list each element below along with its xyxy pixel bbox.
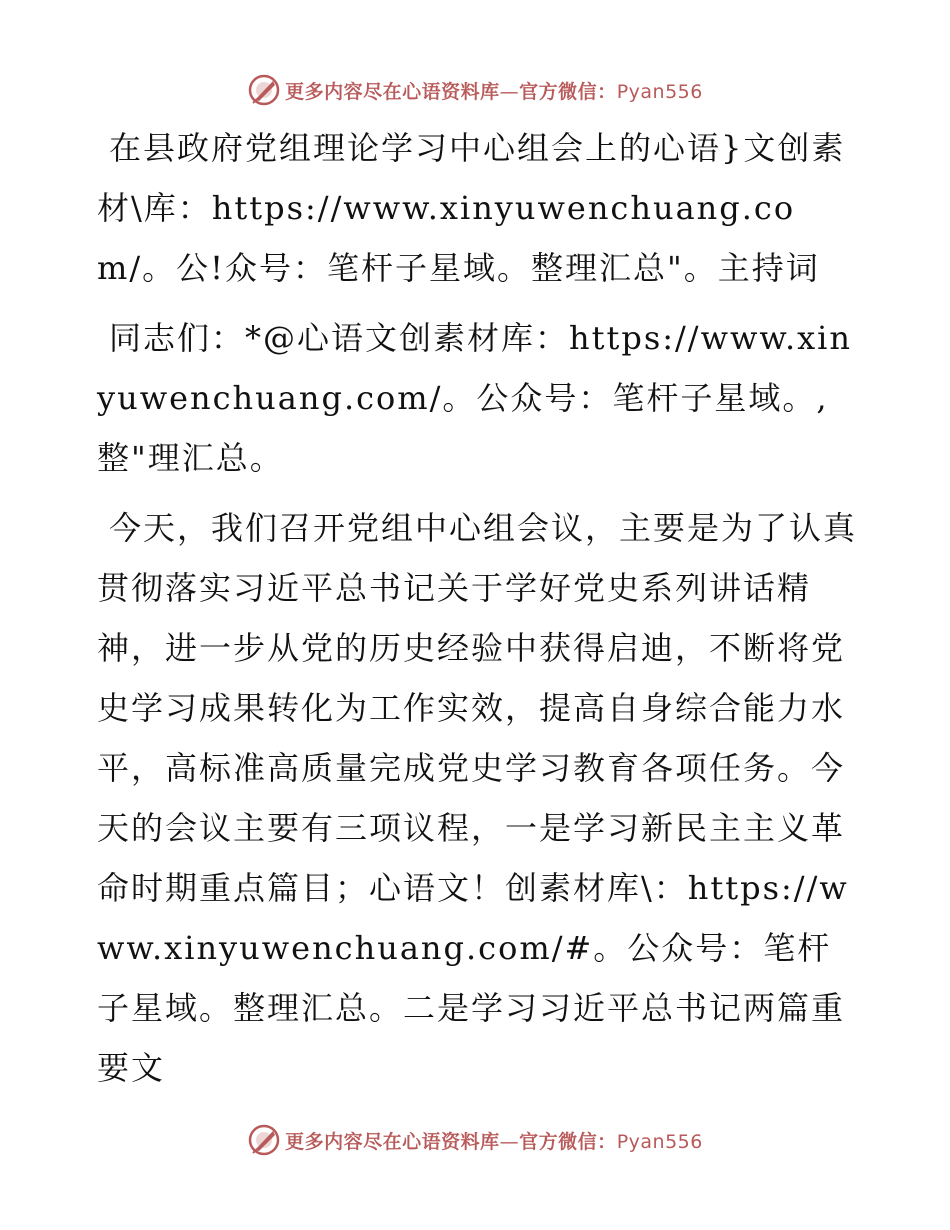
header-banner-separator: — <box>499 80 520 103</box>
header-banner-title: 更多内容尽在心语资料库 <box>285 80 500 103</box>
footer-banner-text <box>285 1127 703 1154</box>
document-body <box>97 118 857 1108</box>
header-banner-official: 官方微信： <box>519 80 617 103</box>
paragraph-title: 在县政府党组理论学习中心组会上的心语}文创素材\库：https://www.xinyuwenchuang.com/。公!众号：笔杆子星域。整理汇总"。主持词 <box>97 129 846 287</box>
paragraph-greeting: 同志们：*@心语文创素材库：https://www.xinyuwenchuang.com/。公众号：笔杆子星域。,整"理汇总。 <box>97 319 853 477</box>
footer-banner-title: 更多内容尽在心语资料库 <box>285 1130 500 1153</box>
header-banner-text <box>285 77 703 104</box>
quill-logo-icon <box>247 73 281 107</box>
paragraph-body: 今天，我们召开党组中心组会议，主要是为了认真贯彻落实习近平总书记关于学好党史系列讲话精神，进一步从党的历史经验中获得启迪，不断将党史学习成果转化为工作实效，提高自身综合能力水平，高标准高质量完成党史学习教育各项任务。今天的会议主要有三项议程，一是学习新民主主义革命时期重点篇目；心语文！创素材库\：https://www.xinyuwenchuang.com/#。公众号：笔杆子星域。整理汇总。二是学习习近平总书记两篇重要文 <box>97 509 858 1087</box>
footer-banner <box>0 1122 950 1158</box>
footer-banner-official: 官方微信： <box>519 1130 617 1153</box>
quill-logo-icon <box>247 1123 281 1157</box>
header-banner <box>0 72 950 108</box>
footer-banner-separator: — <box>499 1130 520 1153</box>
footer-banner-id: Pyan556 <box>616 1130 703 1153</box>
header-banner-id: Pyan556 <box>616 80 703 103</box>
